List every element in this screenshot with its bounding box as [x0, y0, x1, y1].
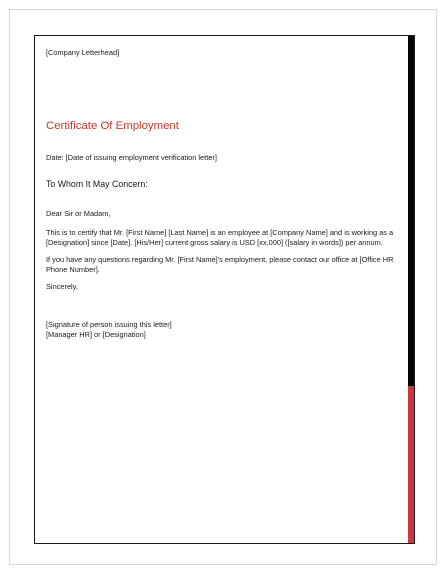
letter-content: [46, 48, 402, 340]
document-page: [34, 35, 415, 544]
greeting: Dear Sir or Madam,: [46, 209, 111, 218]
body-paragraph-1: This is to certify that Mr. [First Name] [Last Name] is an employee at [Company Name] and is working as a [Designation] since [Date]. [His/Her] current gross salary is USD [xx,000] ([salary in words]) per annum.: [46, 228, 394, 247]
closing: Sincerely,: [46, 282, 78, 291]
signer-title: [Manager HR] or [Designation]: [46, 330, 146, 339]
company-letterhead: [Company Letterhead]: [46, 48, 120, 57]
body-paragraph-2: If you have any questions regarding Mr. [First Name]'s employment, please contact our office at [Office HR Phone Number].: [46, 255, 394, 274]
accent-bar-red: [408, 386, 414, 543]
document-title: Certificate Of Employment: [46, 120, 179, 132]
accent-bar-black: [408, 36, 414, 386]
date-line: Date: [Date of issuing employment verification letter]: [46, 153, 217, 162]
to-whom-heading: To Whom It May Concern:: [46, 179, 148, 189]
signature-line: [Signature of person issuing this letter]: [46, 320, 172, 329]
